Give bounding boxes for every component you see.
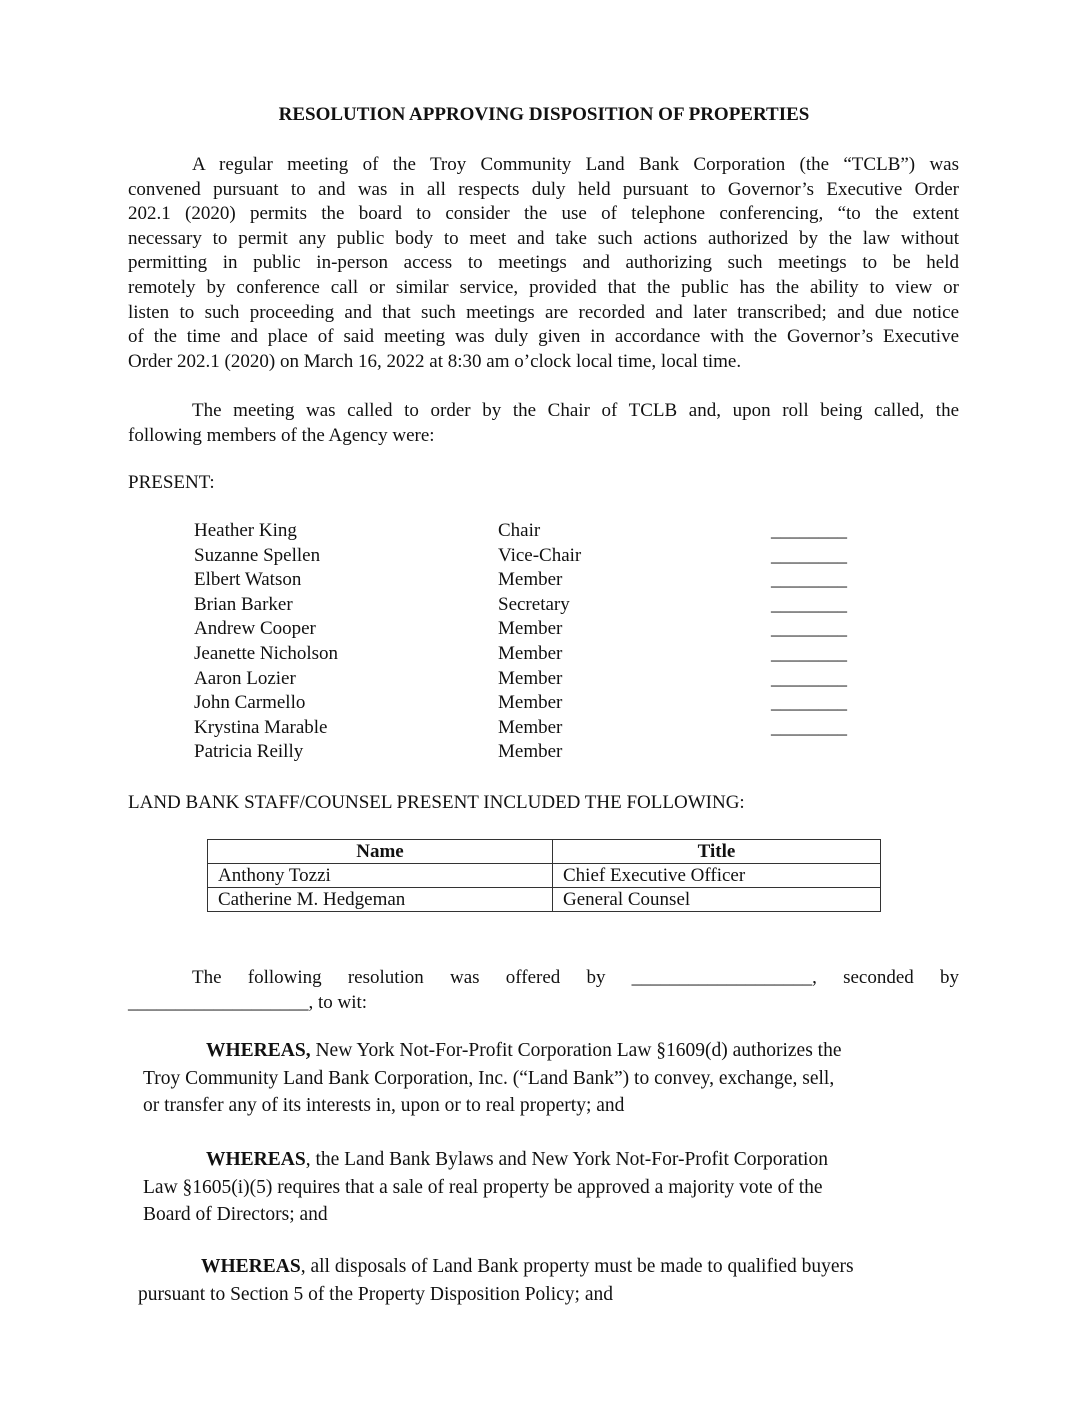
paragraph-line: Order 202.1 (2020) on March 16, 2022 at 8:30 am o’clock local time, local time. (128, 350, 742, 372)
member-role: Member (498, 569, 563, 591)
paragraph-line: following members of the Agency were: (128, 424, 435, 446)
whereas-text: , all disposals of Land Bank property must be made to qualified buyers (300, 1256, 854, 1277)
attendance-blank[interactable]: ________ (771, 716, 847, 738)
whereas-text: , the Land Bank Bylaws and New York Not-For-Profit Corporation (305, 1149, 828, 1170)
staff-title: Chief Executive Officer (553, 864, 881, 888)
attendance-blank[interactable]: ________ (771, 544, 847, 566)
attendance-blank[interactable]: ________ (771, 520, 847, 541)
member-row (194, 569, 894, 594)
member-name: Brian Barker (194, 593, 293, 615)
paragraph-line: listen to such proceeding and that such meetings are recorded and later transcribed; and due notice (128, 301, 959, 323)
member-role: Vice-Chair (498, 544, 582, 566)
member-row (194, 692, 894, 717)
whereas-clause-3 (138, 1253, 938, 1308)
member-name: Heather King (194, 520, 297, 541)
whereas-keyword: WHEREAS, (206, 1040, 311, 1061)
attendance-blank[interactable]: ________ (771, 569, 847, 591)
staff-name: Anthony Tozzi (208, 864, 553, 888)
document-title: RESOLUTION APPROVING DISPOSITION OF PROPERTIES (278, 104, 810, 125)
paragraph-line: A regular meeting of the Troy Community Land Bank Corporation (the “TCLB”) was (192, 154, 959, 175)
offered-paragraph (128, 966, 959, 1015)
staff-table (207, 839, 881, 912)
whereas-text: New York Not-For-Profit Corporation Law §1609(d) authorizes the (310, 1040, 842, 1061)
members-roster (194, 520, 894, 766)
attendance-blank[interactable]: ________ (771, 667, 847, 689)
member-name: Jeanette Nicholson (194, 642, 339, 664)
attendance-blank[interactable]: ________ (771, 642, 847, 664)
attendance-blank[interactable]: ________ (771, 593, 847, 615)
whereas-line: or transfer any of its interests in, upon or to real property; and (143, 1095, 625, 1116)
member-role: Member (498, 716, 563, 738)
whereas-line: Troy Community Land Bank Corporation, Inc. (“Land Bank”) to convey, exchange, sell, (143, 1067, 835, 1089)
table-row (208, 888, 881, 912)
member-row (194, 618, 894, 643)
member-role: Member (498, 642, 563, 664)
paragraph-line: necessary to permit any public body to meet and take such actions authorized by the law without (128, 227, 959, 249)
member-row (194, 717, 894, 742)
paragraph-line: The meeting was called to order by the Chair of TCLB and, upon roll being called, the (192, 400, 959, 421)
member-role: Chair (498, 520, 541, 541)
whereas-line: Board of Directors; and (143, 1204, 328, 1225)
roll-paragraph (128, 399, 959, 448)
paragraph-line: of the time and place of said meeting was duly given in accordance with the Governor’s Executive (128, 326, 959, 348)
whereas-keyword: WHEREAS (206, 1149, 306, 1170)
member-name: Andrew Cooper (194, 618, 316, 640)
whereas-clause-2 (143, 1146, 943, 1229)
table-row (208, 864, 881, 888)
paragraph-line: ___________________, to wit: (128, 991, 368, 1013)
member-name: John Carmello (194, 692, 306, 714)
member-role: Member (498, 692, 563, 714)
paragraph-line: convened pursuant to and was in all respects duly held pursuant to Governor’s Executive Order (128, 178, 959, 200)
member-row (194, 668, 894, 693)
column-header-name: Name (208, 840, 553, 864)
member-name: Krystina Marable (194, 716, 328, 738)
member-name: Patricia Reilly (194, 741, 304, 763)
column-header-title: Title (553, 840, 881, 864)
staff-title: General Counsel (553, 888, 881, 912)
member-row (194, 545, 894, 570)
member-name: Suzanne Spellen (194, 544, 321, 566)
paragraph-line: permitting in public in-person access to meetings and authorizing such meetings to be held (128, 252, 959, 274)
member-role: Member (498, 618, 563, 640)
attendance-blank[interactable]: ________ (771, 618, 847, 640)
member-name: Aaron Lozier (194, 667, 296, 689)
attendance-blank[interactable]: ________ (771, 692, 847, 714)
present-label: PRESENT: (128, 472, 215, 493)
member-row (194, 594, 894, 619)
staff-name: Catherine M. Hedgeman (208, 888, 553, 912)
member-row (194, 520, 894, 545)
staff-table-header (208, 840, 881, 864)
whereas-clause-1 (143, 1037, 943, 1120)
whereas-line: Law §1605(i)(5) requires that a sale of real property be approved a majority vote of the (143, 1176, 823, 1198)
whereas-first-line (143, 1037, 943, 1065)
member-role: Member (498, 741, 563, 763)
whereas-line: pursuant to Section 5 of the Property Disposition Policy; and (138, 1283, 613, 1305)
member-role: Secretary (498, 593, 570, 615)
member-row (194, 643, 894, 668)
whereas-first-line (138, 1253, 938, 1281)
member-name: Elbert Watson (194, 569, 302, 591)
whereas-keyword: WHEREAS (201, 1256, 301, 1277)
intro-paragraph (128, 153, 959, 374)
paragraph-line: The following resolution was offered by ___________________, seconded by (192, 967, 959, 988)
paragraph-line: 202.1 (2020) permits the board to consider the use of telephone conferencing, “to the extent (128, 203, 959, 225)
member-row (194, 741, 894, 766)
whereas-first-line (143, 1146, 943, 1174)
paragraph-line: remotely by conference call or similar service, provided that the public has the ability to view or (128, 276, 959, 298)
staff-heading: LAND BANK STAFF/COUNSEL PRESENT INCLUDED THE FOLLOWING: (128, 792, 745, 813)
member-role: Member (498, 667, 563, 689)
